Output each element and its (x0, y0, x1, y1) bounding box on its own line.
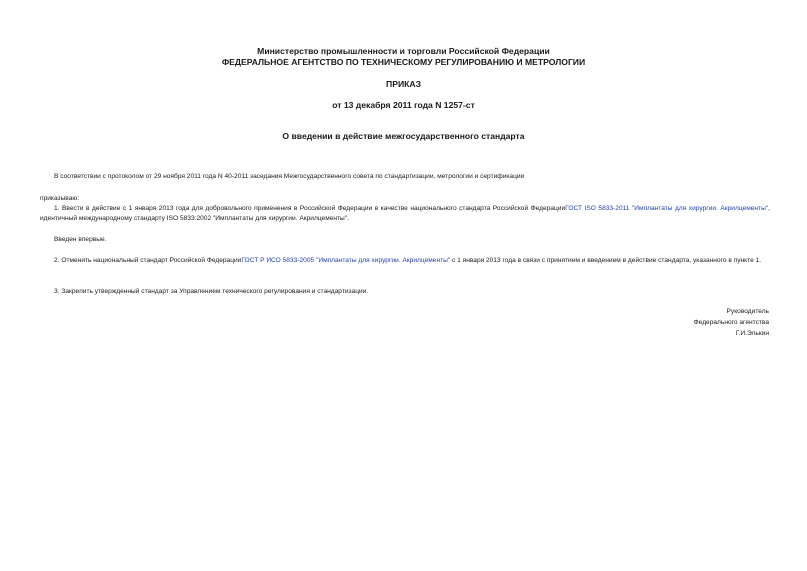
item-1-text-before: 1. Ввести в действие с 1 января 2013 года для добровольного применения в Российской Федерации в качестве национального стандарта Российской Федерации (54, 205, 566, 212)
agency-title: ФЕДЕРАЛЬНОЕ АГЕНТСТВО ПО ТЕХНИЧЕСКОМУ РЕГУЛИРОВАНИЮ И МЕТРОЛОГИИ (221, 57, 586, 67)
document-type: ПРИКАЗ (386, 79, 421, 89)
item-3-paragraph: 3. Закрепить утвержденный стандарт за Управлением технического регулирования и стандартизации. (54, 288, 369, 295)
signature-title-line-1: Руководитель (726, 308, 769, 315)
signature-name: Г.И.Элькин (735, 330, 769, 337)
document-subject: О введении в действие межгосударственного стандарта (282, 131, 525, 141)
preamble-paragraph: В соответствии с протоколом от 29 ноября 2011 года N 40-2011 заседания Межгосударственного совета по стандартизации, метрологии и сертификации (54, 173, 525, 180)
order-word: приказываю: (40, 195, 80, 202)
gost-iso-5833-2011-link[interactable]: ГОСТ ISO 5833-2011 "Имплантаты для хирургии. Акрилцементы" (565, 205, 769, 212)
item-1-text-after: , идентичный международному стандарту ISO 5833:2002 "Имплантаты для хирургии. Акрилцементы". (40, 205, 770, 222)
item-2-text-after: с 1 января 2013 года в связи с принятием и введением в действие стандарта, указанного в пункте 1. (450, 257, 762, 264)
item-2-paragraph (40, 256, 770, 266)
document-date-number: от 13 декабря 2011 года N 1257-ст (332, 100, 475, 110)
introduced-first-note: Введен впервые. (54, 236, 107, 243)
item-1-paragraph (40, 204, 770, 224)
signature-title-line-2: Федерального агентства (693, 319, 769, 326)
item-2-text-before: 2. Отменить национальный стандарт Российской Федерации (54, 257, 242, 264)
gost-r-iso-5833-2005-link[interactable]: ГОСТ Р ИСО 5833-2005 "Имплантаты для хирургии. Акрилцементы" (241, 257, 451, 264)
ministry-title: Министерство промышленности и торговли Российской Федерации (257, 46, 550, 56)
